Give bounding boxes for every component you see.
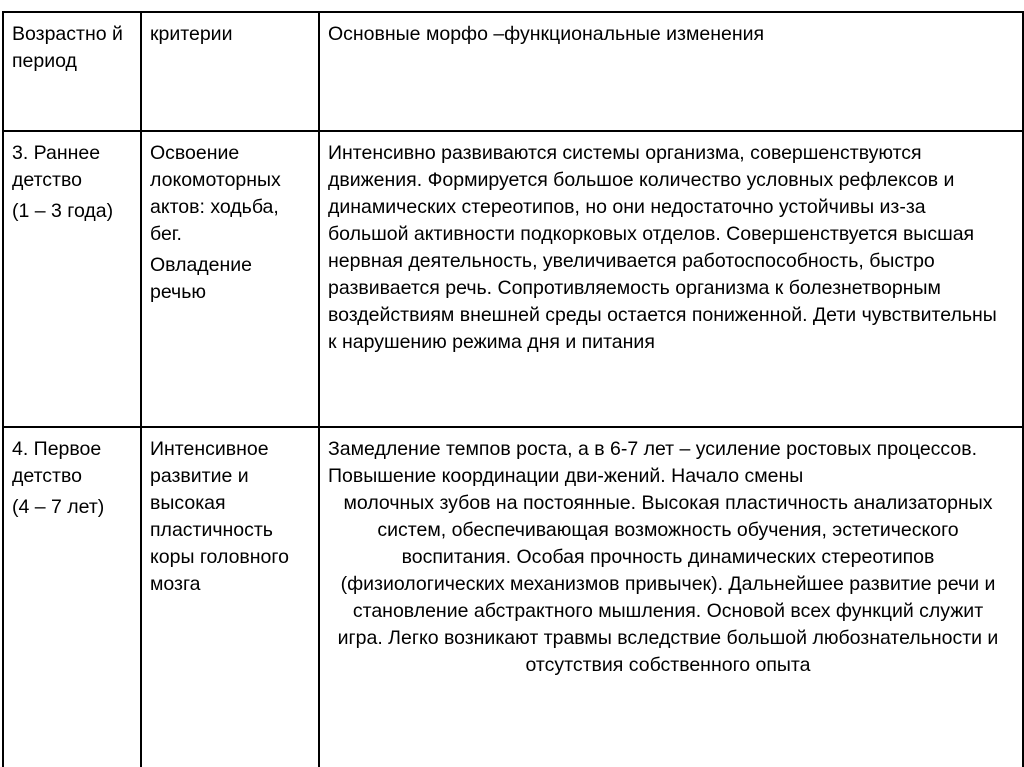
criteria-text: Овладение речью [150, 254, 253, 303]
cell-changes-first [319, 427, 1023, 767]
cell-criteria-early [141, 131, 319, 427]
age-development-table [2, 11, 1024, 767]
cell-period-early [3, 131, 141, 427]
table-row-first-childhood [3, 427, 1023, 767]
period-range: (1 – 3 года) [12, 200, 114, 222]
cell-criteria-first [141, 427, 319, 767]
table-row-early-childhood [3, 131, 1023, 427]
changes-text-lead: Замедление темпов роста, а в 6-7 лет – усиление ростовых процессов. Повышение координации дви-жений. Начало смены [328, 438, 978, 487]
criteria-text: Освоение локомоторных актов: ходьба, бег. [150, 142, 281, 245]
period-name: 3. Раннее детство [12, 142, 101, 191]
changes-text: Интенсивно развиваются системы организма, совершенствуются движения. Формируется большое количество условных рефлексов и динамических стереотипов, но они недостаточно устойчивы из-за большой активности подкорковых отделов. Совершенствуется высшая нервная деятельность, увеличивается работоспособность, быстро развивается речь. Сопротивляемость организма к болезнетворным воздействиям внешней среды остается пониженной. Дети чувствительны к нарушению режима дня и питания [328, 142, 997, 353]
cell-period-first [3, 427, 141, 767]
criteria-text: Интенсивное развитие и высокая пластичность коры головного мозга [150, 438, 289, 595]
header-changes: Основные морфо –функциональные изменения [319, 12, 1023, 131]
period-range: (4 – 7 лет) [12, 496, 105, 518]
header-period: Возрастно й период [3, 12, 141, 131]
changes-text: молочных зубов на постоянные. Высокая пластичность анализаторных систем, обеспечивающая возможность обучения, эстетического воспитания. Особая прочность динамических стереотипов (физиологических механизмов привычек). Дальнейшее развитие речи и становление абстрактного мышления. Основой всех функций служит игра. Легко возникают травмы вследствие большой любознательности и отсутствия собственного опыта [337, 492, 999, 676]
period-name: 4. Первое детство [12, 438, 102, 487]
header-criteria: критерии [141, 12, 319, 131]
cell-changes-early [319, 131, 1023, 427]
table-header-row [3, 12, 1023, 131]
